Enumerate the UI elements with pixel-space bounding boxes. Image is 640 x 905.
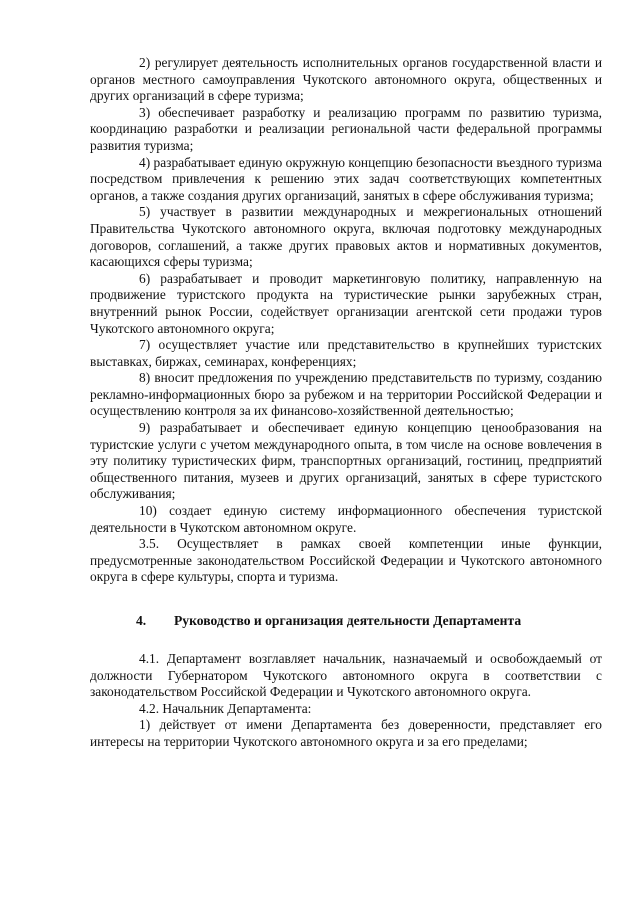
paragraph-item-1: 1) действует от имени Департамента без доверенности, представляет его интересы на территории Чукотского автономного округа и за его пределами;	[90, 717, 602, 749]
section-number: 4.	[136, 613, 147, 628]
paragraph-item-8: 8) вносит предложения по учреждению представительств по туризму, созданию рекламно-информационных бюро за рубежом и на территории Российской Федерации и осуществлению контроля за их финансово-хозяйственной деятельностью;	[90, 370, 602, 419]
paragraph-item-10: 10) создает единую систему информационного обеспечения туристской деятельности в Чукотском автономном округе.	[90, 503, 602, 535]
spacer	[90, 586, 602, 612]
paragraph-clause-3-5: 3.5. Осуществляет в рамках своей компетенции иные функции, предусмотренные законодательством Российской Федерации и Чукотского автономного округа в сфере культуры, спорта и туризма.	[90, 536, 602, 585]
paragraph-item-7: 7) осуществляет участие или представительство в крупнейших туристских выставках, биржах, семинарах, конференциях;	[90, 337, 602, 369]
paragraph-item-5: 5) участвует в развитии международных и межрегиональных отношений Правительства Чукотского автономного округа, включая подготовку международных договоров, соглашений, а также других правовых актов и нормативных документов, касающихся сферы туризма;	[90, 204, 602, 270]
document-page	[90, 55, 602, 751]
paragraph-item-9: 9) разрабатывает и обеспечивает единую концепцию ценообразования на туристские услуги с учетом международного опыта, в том числе на основе вовлечения в эту политику туристических фирм, транспортных организаций, гостиниц, предприятий общественного питания, музеев и других организаций, занятых в сфере туристского обслуживания;	[90, 420, 602, 502]
paragraph-clause-4-2: 4.2. Начальник Департамента:	[139, 700, 312, 716]
paragraph-item-2: 2) регулирует деятельность исполнительных органов государственной власти и органов местного самоуправления Чукотского автономного округа, общественных и других организаций в сфере туризма;	[90, 55, 602, 104]
spacer	[90, 629, 602, 651]
paragraph-item-3: 3) обеспечивает разработку и реализацию программ по развитию туризма, координацию разработки и реализации региональной части федеральной программы развития туризма;	[90, 104, 602, 153]
paragraph-clause-4-1: 4.1. Департамент возглавляет начальник, назначаемый и освобождаемый от должности Губернатором Чукотского автономного округа в соответствии с законодательством Российской Федерации и Чукотского автономного округа.	[90, 651, 602, 700]
section-title: Руководство и организация деятельности Департамента	[174, 613, 522, 628]
section-heading	[90, 612, 602, 629]
paragraph-item-6: 6) разрабатывает и проводит маркетинговую политику, направленную на продвижение туристского продукта на туристические рынки зарубежных стран, внутренний рынок России, содействует организации агентской сети продажи туров Чукотского автономного округа;	[90, 270, 602, 336]
paragraph-item-4: 4) разрабатывает единую окружную концепцию безопасности въездного туризма посредством привлечения к решению этих задач соответствующих компетентных органов, а также создания других организаций, занятых в сфере обслуживания туризма;	[90, 154, 602, 203]
